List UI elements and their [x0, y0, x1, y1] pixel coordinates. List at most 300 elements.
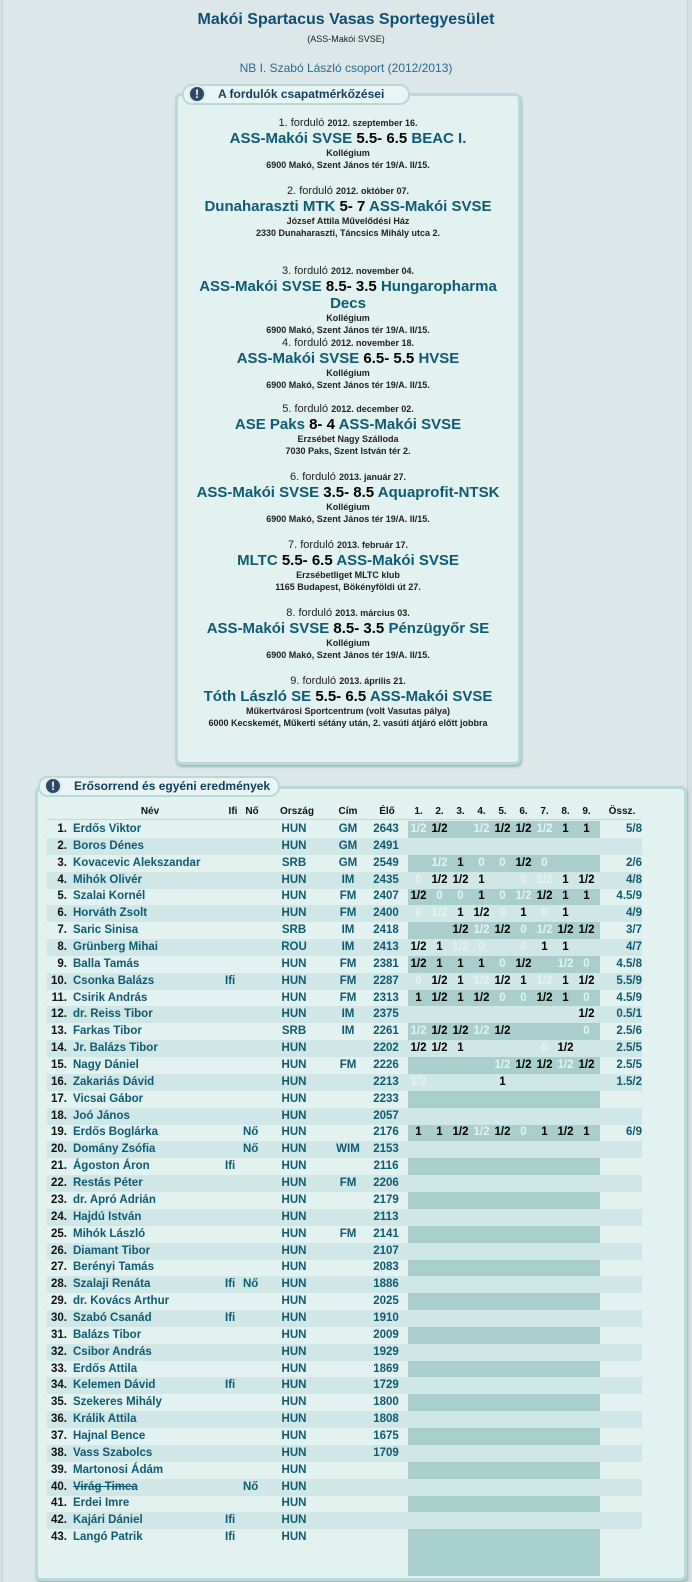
country-code: HUN	[281, 1429, 307, 1442]
rank-number: 13.	[51, 1025, 67, 1038]
round-result: 1	[562, 991, 569, 1004]
player-name-link[interactable]: Virág Timea	[73, 1480, 138, 1493]
country-code: HUN	[281, 1143, 307, 1156]
elo-rating: 2435	[373, 873, 399, 886]
total-score: 1.5/2	[616, 1075, 642, 1088]
round-result: 1/2	[578, 974, 595, 987]
round-result: 1/2	[578, 1008, 595, 1021]
round-result: 1/2	[536, 924, 553, 937]
elo-rating: 2213	[373, 1075, 399, 1088]
player-name-link[interactable]: Kajári Dániel	[73, 1514, 143, 1527]
elo-rating: 1808	[373, 1413, 399, 1426]
country-code: HUN	[281, 1328, 307, 1341]
round-result: 1	[457, 856, 464, 869]
round-address: 6900 Makó, Szent János tér 19/A. II/15.	[266, 380, 430, 390]
player-name-link[interactable]: Szabó Csanád	[73, 1311, 152, 1324]
player-name-link[interactable]: Farkas Tibor	[73, 1025, 142, 1038]
chess-title: IM	[341, 1008, 355, 1021]
round-result: 1/2	[578, 924, 595, 937]
round-result: 1/2	[473, 823, 490, 835]
table-row	[47, 1259, 642, 1276]
player-name-link[interactable]: Diamant Tibor	[73, 1244, 151, 1257]
round-result: 1/2	[536, 873, 553, 886]
round-result: 1/2	[578, 1059, 595, 1072]
round-result: 1/2	[431, 1025, 448, 1038]
total-score: 4.5/8	[616, 957, 642, 970]
country-code: HUN	[281, 823, 307, 835]
player-name-link[interactable]: Boros Dénes	[73, 839, 144, 852]
table-row	[47, 1006, 642, 1023]
match-score: 3.5- 8.5	[323, 484, 375, 501]
table-row	[47, 1377, 642, 1394]
round-venue: Kollégium	[326, 148, 370, 158]
player-name-link[interactable]: Erdei Imre	[73, 1497, 130, 1510]
rank-number: 8.	[57, 941, 67, 954]
round-match	[178, 620, 518, 637]
round-result: 1/2	[515, 1059, 532, 1072]
round-result: 0	[583, 1025, 590, 1038]
round-result: 1	[457, 974, 464, 987]
country-code: HUN	[281, 1177, 307, 1190]
round-label: 9. forduló	[290, 675, 337, 687]
player-name-link[interactable]: Saric Sinisa	[73, 924, 139, 937]
round-result: 0	[457, 890, 464, 903]
round-result: 1	[415, 1126, 422, 1139]
match-score: 5.5- 6.5	[281, 552, 333, 569]
round-result: 1/2	[515, 957, 532, 970]
home-team-link[interactable]: ASE Paks	[234, 416, 305, 433]
round-result: 0	[478, 941, 485, 954]
country-code: HUN	[281, 1311, 307, 1324]
elo-rating: 2226	[373, 1059, 399, 1072]
table-row	[47, 990, 642, 1007]
table-row	[47, 1462, 642, 1479]
player-name-link[interactable]: Szalai Kornél	[73, 890, 146, 903]
round-result: 1	[541, 1126, 548, 1139]
round-result: 1	[520, 907, 527, 920]
player-name-link[interactable]: Joó János	[73, 1109, 130, 1122]
round-result: 0	[499, 856, 506, 869]
col-header-title: Cím	[338, 806, 358, 817]
country-code: HUN	[281, 890, 307, 903]
round-address: 6900 Makó, Szent János tér 19/A. II/15.	[266, 160, 430, 170]
player-name-link[interactable]: Szalaji Renáta	[73, 1278, 151, 1291]
table-row	[47, 1023, 642, 1040]
player-name-link[interactable]: Martonosi Ádám	[73, 1463, 164, 1476]
round-result: 1/2	[536, 991, 553, 1004]
round-label: 6. forduló	[290, 471, 336, 483]
round-address: 6900 Makó, Szent János tér 19/A. II/15.	[266, 650, 430, 660]
round-result: 1	[415, 991, 422, 1004]
country-code: HUN	[281, 1379, 307, 1392]
col-header-r2: 2.	[435, 806, 444, 817]
rank-number: 9.	[57, 957, 67, 970]
round-result: 1/2	[431, 907, 448, 920]
round-result: 1/2	[410, 823, 427, 835]
rank-number: 32.	[51, 1345, 67, 1358]
country-code: HUN	[281, 1160, 307, 1173]
player-name-link[interactable]: dr. Kovács Arthur	[73, 1295, 170, 1308]
round-result: 1/2	[515, 823, 532, 835]
player-name-link[interactable]: dr. Reiss Tibor	[73, 1008, 153, 1021]
round-match	[178, 350, 518, 367]
table-row	[47, 1428, 642, 1445]
elo-rating: 2113	[373, 1210, 399, 1223]
round-date: 2012. december 02.	[331, 404, 414, 414]
player-name-link[interactable]: Kelemen Dávid	[73, 1379, 156, 1392]
round-result: 1/2	[473, 991, 490, 1004]
rank-number: 19.	[51, 1126, 67, 1139]
round-date: 2012. november 04.	[330, 266, 414, 276]
rank-number: 23.	[51, 1193, 67, 1206]
player-name-link[interactable]: Szekeres Mihály	[73, 1396, 162, 1409]
info-icon: !	[188, 85, 206, 103]
round-result: 1	[478, 890, 485, 903]
rank-number: 1.	[57, 823, 67, 835]
rank-number: 25.	[51, 1227, 67, 1240]
round-date: 2013. március 03.	[335, 608, 410, 618]
round-date: 2012. november 18.	[330, 338, 414, 348]
round-result: 1/2	[536, 974, 553, 987]
round-result: 1/2	[494, 1059, 511, 1072]
player-name-link[interactable]: Domány Zsófia	[73, 1143, 156, 1156]
female-flag: Nő	[243, 1278, 259, 1291]
round-result: 1	[583, 1126, 590, 1139]
elo-rating: 1729	[373, 1379, 399, 1392]
round-label: 1. forduló	[278, 117, 325, 129]
table-row	[47, 1327, 642, 1344]
chess-title: FM	[339, 1059, 357, 1072]
player-name-link[interactable]: Csonka Balázs	[73, 974, 155, 987]
total-score: 4.5/9	[616, 991, 642, 1004]
header-divider	[47, 819, 640, 820]
rounds-panel	[175, 93, 521, 765]
elo-rating: 2025	[373, 1295, 399, 1308]
elo-rating: 2400	[373, 907, 399, 920]
round-address: 2330 Dunaharaszti, Táncsics Mihály utca 2.	[255, 228, 441, 238]
table-row	[47, 1074, 642, 1091]
home-team-link[interactable]: ASS-Makói SVSE	[199, 278, 322, 295]
table-row	[47, 1141, 642, 1158]
round-result: 1/2	[515, 890, 532, 903]
round-result: 1/2	[494, 823, 511, 835]
home-team-link[interactable]: Dunaharaszti MTK	[204, 198, 336, 215]
rank-number: 2.	[57, 839, 67, 852]
rank-number: 15.	[51, 1059, 67, 1072]
round-result: 1	[562, 823, 569, 835]
round-header	[178, 402, 518, 416]
round-block	[178, 264, 518, 336]
country-code: HUN	[281, 1092, 307, 1105]
round-result: 1/2	[452, 1126, 469, 1139]
country-code: HUN	[281, 1109, 307, 1122]
country-code: HUN	[281, 1193, 307, 1206]
elo-rating: 1800	[373, 1396, 399, 1409]
round-result: 1	[562, 974, 569, 987]
rank-number: 34.	[51, 1379, 67, 1392]
player-name-link[interactable]: Jr. Balázs Tibor	[73, 1042, 158, 1055]
rank-number: 12.	[51, 1008, 67, 1021]
col-header-r6: 6.	[519, 806, 528, 817]
col-header-r3: 3.	[456, 806, 465, 817]
round-result: 1/2	[452, 941, 469, 954]
home-team-link[interactable]: ASS-Makói SVSE	[196, 484, 320, 501]
player-name-link[interactable]: Kovacevic Alekszandar	[73, 856, 201, 869]
round-result: 1	[541, 941, 548, 954]
round-result: 0	[541, 1042, 548, 1055]
match-score: 8.5- 3.5	[325, 278, 377, 295]
female-flag: Nő	[243, 1126, 259, 1139]
col-header-r7: 7.	[540, 806, 549, 817]
round-block	[178, 116, 518, 171]
col-header-r8: 8.	[561, 806, 570, 817]
round-block	[178, 674, 518, 729]
player-name-link[interactable]: Erdős Attila	[73, 1362, 138, 1375]
player-name-link[interactable]: Erdős Viktor	[73, 823, 142, 835]
player-name-link[interactable]: Berényi Tamás	[73, 1261, 154, 1274]
home-team-link[interactable]: ASS-Makói SVSE	[236, 350, 360, 367]
rank-number: 24.	[51, 1210, 67, 1223]
player-name-link[interactable]: dr. Apró Adrián	[73, 1193, 156, 1206]
elo-rating: 2287	[373, 974, 399, 987]
player-name-link[interactable]: Langó Patrik	[73, 1531, 143, 1544]
round-date: 2013. január 27.	[338, 472, 406, 482]
junior-flag: Ifi	[225, 974, 236, 987]
country-code: HUN	[281, 957, 307, 970]
player-name-link[interactable]: Nagy Dániel	[73, 1059, 139, 1072]
elo-rating: 2418	[373, 924, 399, 937]
round-venue: Kollégium	[326, 313, 370, 323]
away-team-link[interactable]: Pénzügyőr SE	[388, 620, 490, 637]
away-team-link[interactable]: ASS-Makói SVSE	[369, 688, 493, 705]
player-name-link[interactable]: Csirik András	[73, 991, 148, 1004]
junior-flag: Ifi	[225, 1379, 236, 1392]
round-result: 1/2	[494, 974, 511, 987]
home-team-link[interactable]: ASS-Makói SVSE	[229, 130, 353, 147]
round-result: 1	[499, 1075, 506, 1088]
table-row	[47, 888, 642, 905]
round-result: 1/2	[410, 890, 427, 903]
rank-number: 17.	[51, 1092, 67, 1105]
away-team-link[interactable]: Hungaropharma Decs	[330, 278, 497, 312]
country-code: SRB	[281, 924, 307, 937]
round-result: 1/2	[452, 873, 469, 886]
female-flag: Nő	[243, 1480, 259, 1493]
round-result: 1/2	[410, 957, 427, 970]
round-result: 1/2	[536, 1059, 553, 1072]
player-name-link[interactable]: Grünberg Mihai	[73, 941, 158, 954]
round-block	[178, 402, 518, 457]
table-row	[47, 1276, 642, 1293]
player-name-link[interactable]: Vass Szabolcs	[73, 1446, 153, 1459]
player-name-link[interactable]: Balázs Tibor	[73, 1328, 142, 1341]
country-code: SRB	[281, 1025, 307, 1038]
elo-rating: 1675	[373, 1429, 399, 1442]
rank-number: 31.	[51, 1328, 67, 1341]
round-address: 6900 Makó, Szent János tér 19/A. II/15.	[266, 325, 430, 335]
elo-rating: 2375	[373, 1008, 399, 1021]
player-name-link[interactable]: Hajnal Bence	[73, 1429, 146, 1442]
country-code: HUN	[281, 1244, 307, 1257]
club-title: Makói Spartacus Vasas Sportegyesület	[197, 11, 495, 28]
away-team-link[interactable]: ASS-Makói SVSE	[338, 416, 462, 433]
home-team-link[interactable]: MLTC	[237, 552, 278, 569]
col-header-r9: 9.	[582, 806, 591, 817]
round-result: 1	[583, 890, 590, 903]
junior-flag: Ifi	[225, 1531, 236, 1544]
elo-rating: 2057	[373, 1109, 399, 1122]
elo-rating: 2083	[373, 1261, 399, 1274]
chess-title: GM	[338, 856, 358, 869]
round-venue: Kollégium	[326, 638, 370, 648]
rank-number: 20.	[51, 1143, 67, 1156]
total-score: 4/9	[626, 907, 642, 920]
col-header-elo: Élő	[379, 806, 395, 817]
round-result: 1/2	[410, 1042, 427, 1055]
round-address: 1165 Budapest, Bökényföldi út 27.	[275, 582, 421, 592]
round-block	[178, 184, 518, 239]
chess-title: IM	[341, 1025, 355, 1038]
table-row	[47, 1411, 642, 1428]
rank-number: 6.	[57, 907, 67, 920]
round-result: 1	[457, 907, 464, 920]
table-row	[47, 1108, 642, 1125]
table-row	[47, 939, 642, 956]
total-score: 2.5/5	[616, 1059, 642, 1072]
round-result: 0	[499, 907, 506, 920]
country-code: HUN	[281, 1261, 307, 1274]
away-team-link[interactable]: Aquaprofit-NTSK	[377, 484, 500, 501]
col-header-name: Név	[140, 806, 160, 817]
player-name-link[interactable]: Horváth Zsolt	[73, 907, 148, 920]
round-date: 2012. október 07.	[335, 186, 409, 196]
round-match	[178, 198, 518, 215]
elo-rating: 2643	[373, 823, 399, 835]
table-row	[47, 838, 642, 855]
rank-number: 35.	[51, 1396, 67, 1409]
country-code: HUN	[281, 1514, 307, 1527]
round-result: 0	[415, 974, 422, 987]
country-code: HUN	[281, 1446, 307, 1459]
round-match	[178, 688, 518, 705]
away-team-link[interactable]: ASS-Makói SVSE	[336, 552, 459, 569]
player-name-link[interactable]: Csibor András	[73, 1345, 152, 1358]
round-date: 2013. február 17.	[336, 540, 408, 550]
table-row	[47, 1158, 642, 1175]
elo-rating: 2407	[373, 890, 399, 903]
round-result: 1/2	[557, 957, 574, 970]
table-row	[47, 1243, 642, 1260]
country-code: HUN	[281, 873, 307, 886]
col-header-ifi: Ifi	[228, 806, 238, 817]
table-row	[47, 1512, 642, 1529]
chess-title: FM	[339, 1227, 357, 1240]
away-team-link[interactable]: HVSE	[418, 350, 460, 367]
away-team-link[interactable]: BEAC I.	[411, 130, 467, 147]
player-name-link[interactable]: Mihók László	[73, 1227, 146, 1240]
round-venue: Kollégium	[326, 502, 370, 512]
round-result: 1/2	[473, 1025, 490, 1038]
country-code: HUN	[281, 1362, 307, 1375]
round-label: 4. forduló	[282, 337, 328, 349]
female-flag: Nő	[243, 1143, 259, 1156]
country-code: ROU	[281, 941, 307, 954]
elo-rating: 2549	[373, 856, 399, 869]
elo-rating: 2176	[373, 1126, 399, 1139]
player-name-link[interactable]: Mihók Olivér	[73, 873, 143, 886]
country-code: HUN	[281, 1463, 307, 1476]
round-result: 0	[520, 873, 527, 886]
match-score: 6.5- 5.5	[363, 350, 415, 367]
rank-number: 7.	[57, 924, 67, 937]
round-header	[178, 606, 518, 620]
elo-rating: 2009	[373, 1328, 399, 1341]
home-team-link[interactable]: ASS-Makói SVSE	[206, 620, 330, 637]
elo-rating: 2313	[373, 991, 399, 1004]
round-date: 2013. április 21.	[339, 676, 406, 686]
match-score: 5- 7	[339, 198, 366, 215]
table-row	[47, 1495, 642, 1512]
player-name-link[interactable]: Ágoston Áron	[73, 1160, 150, 1173]
table-row	[47, 905, 642, 922]
col-header-r5: 5.	[498, 806, 507, 817]
player-name-link[interactable]: Restás Péter	[73, 1177, 143, 1190]
total-score: 0.5/1	[616, 1008, 642, 1021]
total-score: 2.5/5	[616, 1042, 642, 1055]
round-venue: József Attila Művelődési Ház	[286, 216, 410, 226]
league-link[interactable]: NB I. Szabó László csoport (2012/2013)	[239, 61, 453, 75]
player-name-link[interactable]: Vicsai Gábor	[73, 1092, 144, 1105]
col-header-r1: 1.	[414, 806, 423, 817]
round-venue: Erzsébet Nagy Szálloda	[297, 434, 399, 444]
player-name-link[interactable]: Erdős Boglárka	[73, 1126, 158, 1139]
rank-number: 27.	[51, 1261, 67, 1274]
round-block	[178, 336, 518, 391]
player-name-link[interactable]: Balla Tamás	[73, 957, 140, 970]
elo-rating: 2233	[373, 1092, 399, 1105]
elo-rating: 2179	[373, 1193, 399, 1206]
chess-title: GM	[338, 839, 358, 852]
home-team-link[interactable]: Tóth László SE	[203, 688, 312, 705]
round-result: 1	[436, 1126, 443, 1139]
round-result: 1/2	[410, 1025, 427, 1038]
round-address: 7030 Paks, Szent István tér 2.	[285, 446, 411, 456]
elo-rating: 1886	[373, 1278, 399, 1291]
round-result: 1/2	[494, 1126, 511, 1139]
rank-number: 30.	[51, 1311, 67, 1324]
chess-title: IM	[341, 924, 355, 937]
player-name-link[interactable]: Zakariás Dávid	[73, 1075, 155, 1088]
country-code: HUN	[281, 839, 307, 852]
player-name-link[interactable]: Hajdú István	[73, 1210, 142, 1223]
chess-title: WIM	[336, 1143, 360, 1156]
match-score: 5.5- 6.5	[315, 688, 367, 705]
country-code: HUN	[281, 1210, 307, 1223]
round-header	[178, 116, 518, 130]
table-row	[47, 1310, 642, 1327]
table-row	[47, 973, 642, 990]
player-name-link[interactable]: Králik Attila	[73, 1413, 137, 1426]
chess-title: IM	[341, 941, 355, 954]
table-row	[47, 855, 642, 872]
elo-rating: 2153	[373, 1143, 399, 1156]
country-code: HUN	[281, 1126, 307, 1139]
col-header-no: Nő	[245, 806, 259, 817]
round-result: 1	[478, 873, 485, 886]
table-row	[47, 1394, 642, 1411]
away-team-link[interactable]: ASS-Makói SVSE	[368, 198, 492, 215]
round-result: 1/2	[473, 907, 490, 920]
